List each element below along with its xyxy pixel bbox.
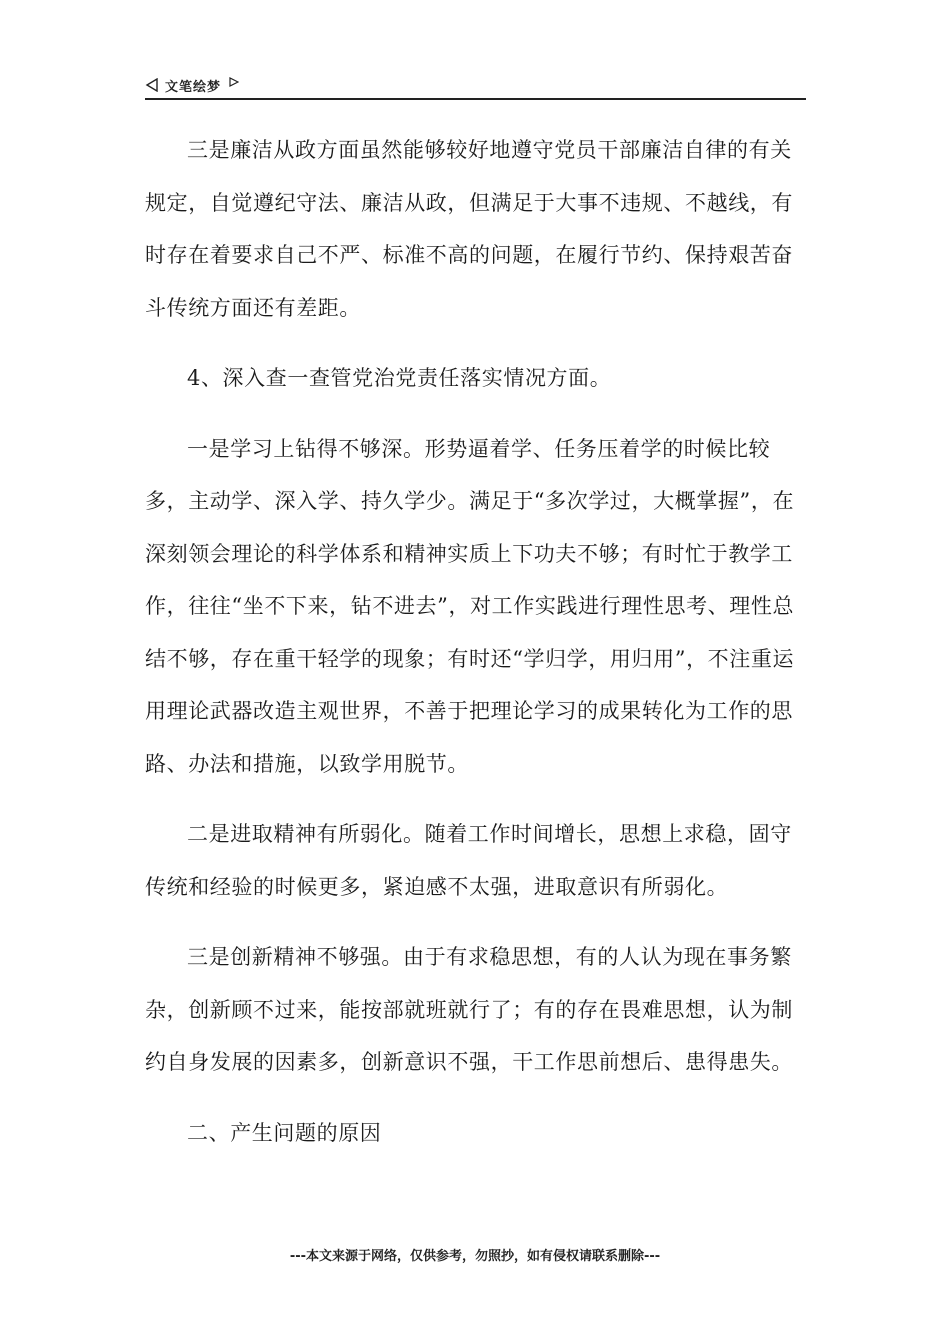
triangle-left-outline-icon (145, 78, 159, 92)
document-body (145, 124, 807, 1159)
paragraph: 三是创新精神不够强。由于有求稳思想，有的人认为现在事务繁杂，创新顾不过来，能按部就班就行了；有的存在畏难思想，认为制约自身发展的因素多，创新意识不强，干工作思前想后、患得患失。 (145, 945, 793, 1074)
header-brand: 文笔绘梦 (165, 79, 222, 95)
paragraph: 二是进取精神有所弱化。随着工作时间增长，思想上求稳，固守传统和经验的时候更多，紧迫感不太强，进取意识有所弱化。 (145, 822, 792, 899)
paragraph: 一是学习上钻得不够深。形势逼着学、任务压着学的时候比较多，主动学、深入学、持久学少。满足于“多次学过，大概掌握”，在深刻领会理论的科学体系和精神实质上下功夫不够；有时忙于教学工作，往往“坐不下来，钻不进去”，对工作实践进行理性思考、理性总结不够，存在重干轻学的现象；有时还“学归学，用归用”，不注重运用理论武器改造主观世界，不善于把理论学习的成果转化为工作的思路、办法和措施，以致学用脱节。 (145, 436, 795, 776)
triangle-right-outline-icon (229, 77, 239, 87)
page-header (145, 72, 806, 100)
page-footer: ---本文来源于网络，仅供参考，勿照抄，如有侵权请联系删除--- (289, 1249, 661, 1264)
paragraph: 三是廉洁从政方面虽然能够较好地遵守党员干部廉洁自律的有关规定，自觉遵纪守法、廉洁从政，但满足于大事不违规、不越线，有时存在着要求自己不严、标准不高的问题，在履行节约、保持艰苦奋斗传统方面还有差距。 (145, 138, 793, 320)
section-heading: 二、产生问题的原因 (187, 1120, 382, 1145)
section-heading: 4、深入查一查管党治党责任落实情况方面。 (187, 366, 612, 390)
